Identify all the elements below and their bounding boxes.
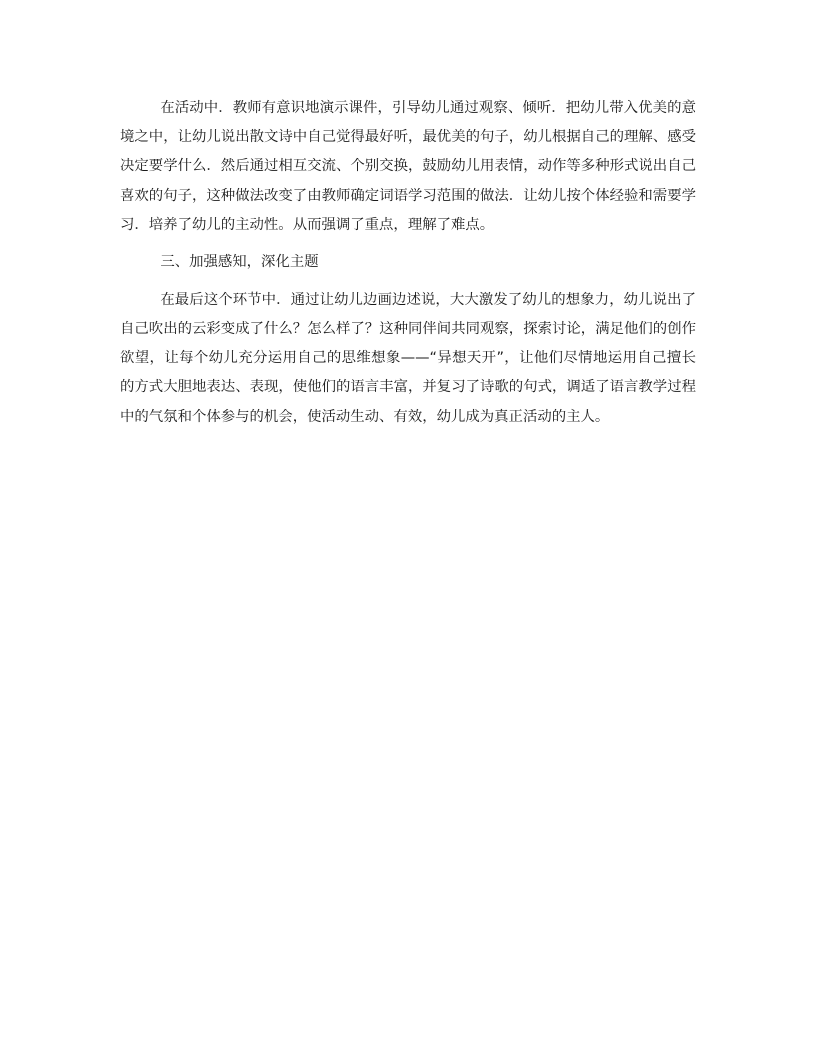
paragraph-final-stage: 在最后这个环节中．通过让幼儿边画边述说，大大激发了幼儿的想象力，幼儿说出了自己吹出的云彩变成了什么？怎么样了？这种同伴间共同观察，探索讨论，满足他们的创作欲望，让每个幼儿充分运用自己的思维想象——“异想天开”，让他们尽情地运用自己擅长的方式大胆地表达、表现，使他们的语言丰富，并复习了诗歌的句式，调适了语言教学过程中的气氛和个体参与的机会，使活动生动、有效，幼儿成为真正活动的主人。 — [120, 291, 696, 425]
document-body — [120, 94, 696, 440]
section-heading-3: 三、加强感知，深化主题 — [160, 254, 319, 271]
paragraph-activity-demonstration: 在活动中．教师有意识地演示课件，引导幼儿通过观察、倾听．把幼儿带入优美的意境之中，让幼儿说出散文诗中自己觉得最好听，最优美的句子，幼儿根据自己的理解、感受决定要学什么．然后通过相互交流、个别交换，鼓励幼儿用表情，动作等多种形式说出自己喜欢的句子，这种做法改变了由教师确定词语学习范围的做法．让幼儿按个体经验和需要学习．培养了幼儿的主动性。从而强调了重点，理解了难点。 — [120, 100, 696, 233]
